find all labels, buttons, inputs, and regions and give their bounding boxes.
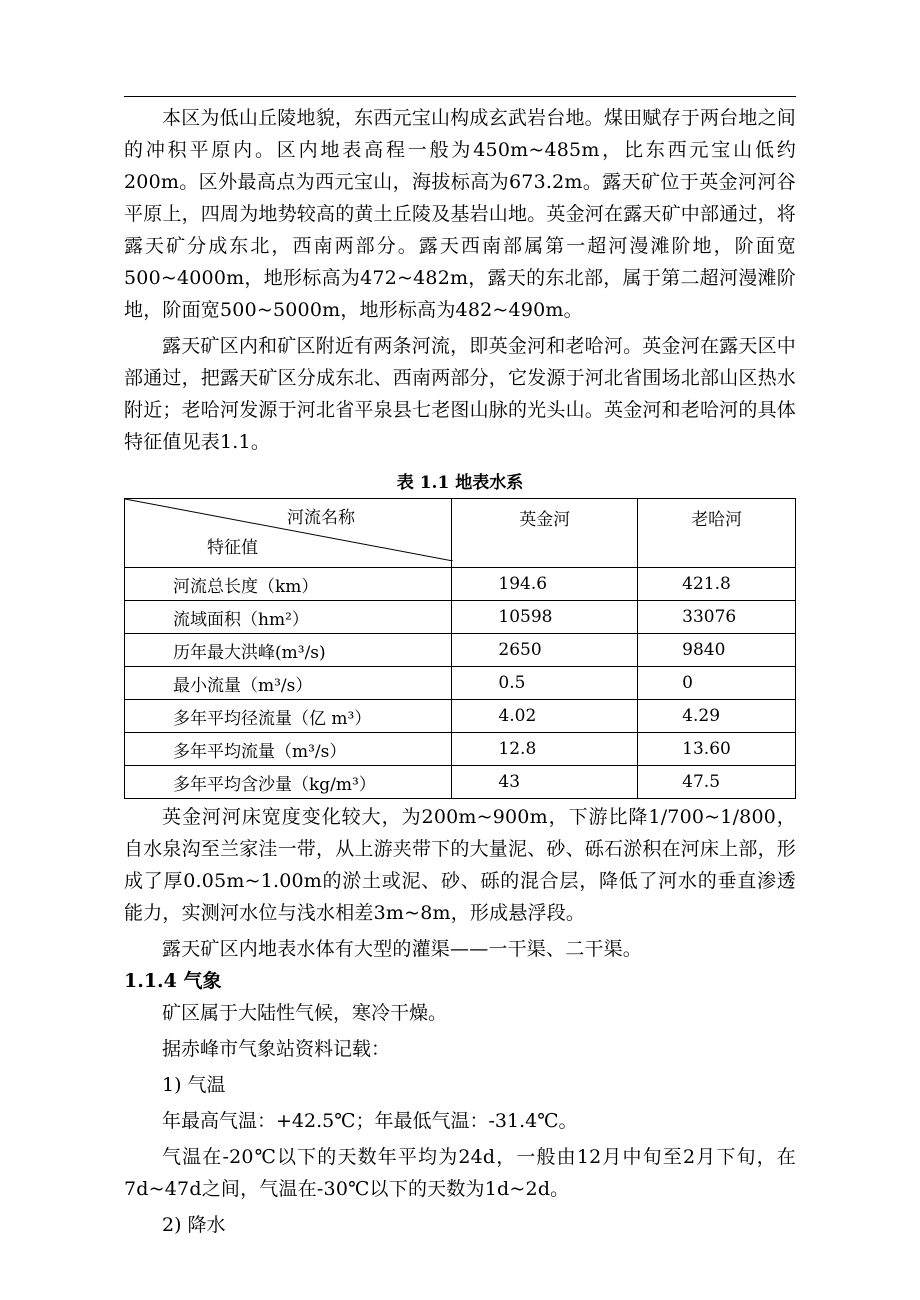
cell-yingjin: 12.8 [452, 733, 638, 766]
table-header-row [125, 499, 796, 568]
table-row [125, 601, 796, 634]
subheading-precipitation: 2) 降水 [162, 1214, 226, 1236]
table-row [125, 766, 796, 799]
cell-yingjin: 2650 [452, 634, 638, 667]
cell-yingjin: 194.6 [452, 568, 638, 601]
paragraph-cold-days: 气温在-20℃以下的天数年平均为24d，一般由12月中旬至2月下旬，在7d~47d之间，气温在-30℃以下的天数为1d~2d。 [124, 1146, 796, 1200]
cell-laoha: 421.8 [638, 568, 796, 601]
line-station-records: 据赤峰市气象站资料记载： [162, 1038, 391, 1060]
table-row [125, 733, 796, 766]
table-corner-cell [125, 499, 452, 568]
paragraph-canals: 露天矿区内地表水体有大型的灌渠——一干渠、二干渠。 [162, 938, 643, 960]
line-temperature-extremes: 年最高气温：+42.5℃；年最低气温：-31.4℃。 [162, 1110, 578, 1132]
row-label: 河流总长度（km） [125, 568, 452, 601]
table-row [125, 568, 796, 601]
table-caption: 表 1.1 地表水系 [396, 473, 524, 493]
section-heading-climate: 1.1.4 气象 [124, 970, 222, 992]
cell-yingjin: 10598 [452, 601, 638, 634]
row-label: 最小流量（m³/s） [125, 667, 452, 700]
cell-laoha: 4.29 [638, 700, 796, 733]
row-label: 多年平均流量（m³/s） [125, 733, 452, 766]
row-label: 多年平均径流量（亿 m³） [125, 700, 452, 733]
row-label: 流域面积（hm²） [125, 601, 452, 634]
cell-yingjin: 4.02 [452, 700, 638, 733]
corner-label-feature: 特征值 [207, 538, 258, 558]
column-header-laoha: 老哈河 [638, 499, 796, 568]
paragraph-landform: 本区为低山丘陵地貌，东西元宝山构成玄武岩台地。煤田赋存于两台地之间的冲积平原内。区内地表高程一般为450m~485m，比东西元宝山低约200m。区外最高点为西元宝山，海拔标高为673.2m。露天矿位于英金河河谷平原上，四周为地势较高的黄土丘陵及基岩山地。英金河在露天矿中部通过，将露天矿分成东北，西南两部分。露天西南部属第一超河漫滩阶地，阶面宽500~4000m，地形标高为472~482m，露天的东北部，属于第二超河漫滩阶地，阶面宽500~5000m，地形标高为482~490m。 [124, 107, 797, 321]
subheading-temperature: 1) 气温 [162, 1074, 226, 1096]
column-header-yingjin: 英金河 [452, 499, 638, 568]
table-row [125, 700, 796, 733]
cell-laoha: 13.60 [638, 733, 796, 766]
paragraph-rivers: 露天矿区内和矿区附近有两条河流，即英金河和老哈河。英金河在露天区中部通过，把露天矿区分成东北、西南两部分，它发源于河北省围场北部山区热水附近；老哈河发源于河北省平泉县七老图山脉的光头山。英金河和老哈河的具体特征值见表1.1。 [124, 335, 797, 453]
cell-yingjin: 43 [452, 766, 638, 799]
cell-laoha: 9840 [638, 634, 796, 667]
row-label: 多年平均含沙量（kg/m³） [125, 766, 452, 799]
corner-label-river-name: 河流名称 [287, 508, 355, 528]
table-row [125, 634, 796, 667]
cell-laoha: 33076 [638, 601, 796, 634]
cell-laoha: 0 [638, 667, 796, 700]
line-climate-type: 矿区属于大陆性气候，寒冷干燥。 [162, 1002, 448, 1024]
paragraph-riverbed: 英金河河床宽度变化较大，为200m~900m，下游比降1/700~1/800，自水泉沟至兰家洼一带，从上游夹带下的大量泥、砂、砾石淤积在河床上部，形成了厚0.05m~1.00m的淤土或泥、砂、砾的混合层，降低了河水的垂直渗透能力，实测河水位与浅水相差3m~8m，形成悬浮段。 [124, 806, 797, 924]
row-label: 历年最大洪峰(m³/s) [125, 634, 452, 667]
page-content [124, 96, 796, 1241]
table-row [125, 667, 796, 700]
cell-laoha: 47.5 [638, 766, 796, 799]
cell-yingjin: 0.5 [452, 667, 638, 700]
surface-water-table [124, 498, 796, 799]
